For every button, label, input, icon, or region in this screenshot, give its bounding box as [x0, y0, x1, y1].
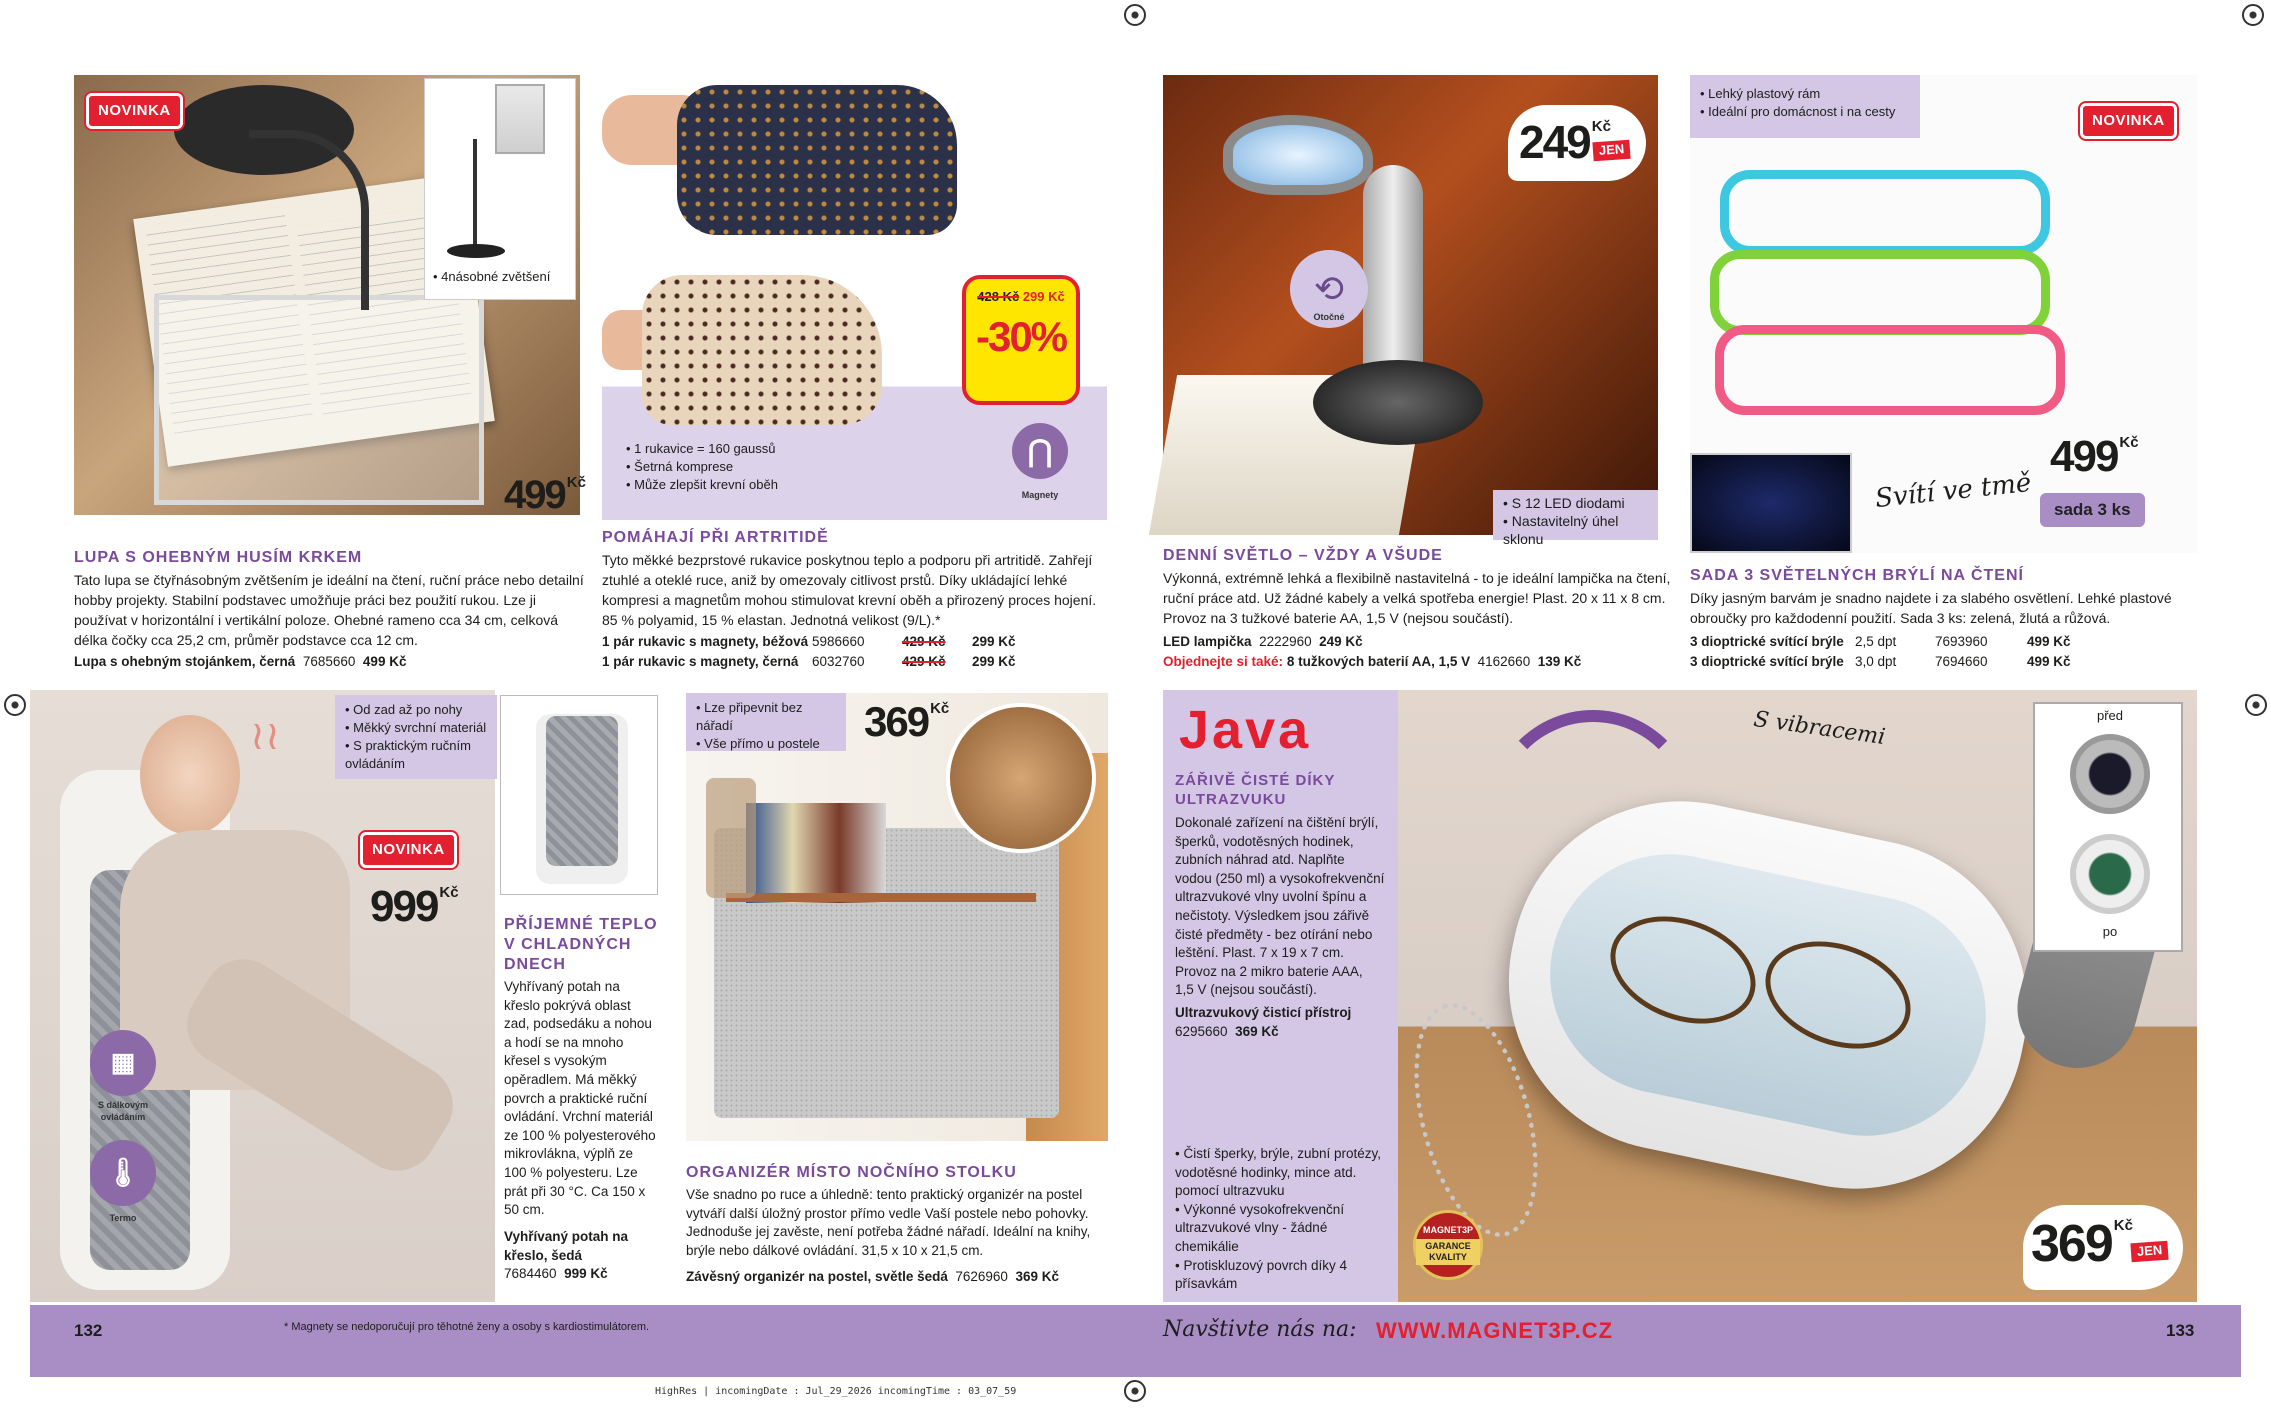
- magnification-bullet: • 4násobné zvětšení: [433, 269, 551, 284]
- new-badge: NOVINKA: [86, 93, 183, 129]
- lamp-bullets: • S 12 LED diodami • Nastavitelný úhel sklonu: [1493, 490, 1658, 540]
- glow-caption: Svítí ve tmě: [1873, 467, 2033, 515]
- registration-mark-bottom: [1124, 1380, 1146, 1402]
- glasses-order-2: 3 dioptrické svítící brýle 3,0 dpt 7694660 499 Kč: [1690, 654, 2071, 669]
- beige-glove-image: [642, 275, 882, 425]
- cleaner-description: Dokonalé zařízení na čištění brýlí, šperků, vodotěsných hodinek, zubních náhrad atd. Naplňte vodou (250 ml) a vysokofrekvenční ultrazvukové vlny uvolní špínu a nečistoty. Výsledkem jsou zářivě čisté předměty - bez otírání nebo leštění. Plast. 7 x 19 x 7 cm. Provoz na 2 mikro baterie AAA, 1,5 V (nejsou součástí).: [1175, 815, 1385, 998]
- magnifier-order: Lupa s ohebným stojánkem, černá 7685660 499 Kč: [74, 654, 407, 669]
- books: [746, 803, 886, 903]
- organizer-title: ORGANIZÉR MÍSTO NOČNÍHO STOLKU: [686, 1164, 1017, 1181]
- new-badge-glasses: NOVINKA: [2080, 103, 2177, 139]
- lamp-base: [1313, 360, 1483, 445]
- cleaner-bullets: • Čistí šperky, brýle, zubní protézy, vodotěsné hodinky, mince atd. pomocí ultrazvuku • Výkonné vysokofrekvenční ultrazvukové vlny - žádné chemikálie • Protiskluzový povrch díky 4 přísavkám: [1175, 1145, 1390, 1294]
- organizer-price: 369 $^{Kč}$: [864, 698, 950, 745]
- organizer-bullets: • Lze připevnit bez nářadí • Vše přímo u postele: [686, 693, 846, 751]
- pink-glasses: [1715, 325, 2065, 415]
- organizer-photo: [686, 693, 1108, 1141]
- ring-before: [2070, 734, 2150, 814]
- black-glove-image: [677, 85, 957, 235]
- gloves-order-1: 1 pár rukavic s magnety, béžová 5986660 429 Kč 299 Kč: [602, 634, 1016, 649]
- magnifier-lens: [154, 295, 484, 505]
- glasses-description: Díky jasným barvám je snadno najdete i za slabého osvětlení. Lehké plastové obroučky pro každodenní použití. Sada 3 ks: zelená, žlutá a růžová.: [1690, 590, 2172, 626]
- ultrasonic-cleaner-photo: Java ZÁŘIVĚ ČISTÉ DÍKY ULTRAZVUKU Dokonalé zařízení na čištění brýlí, šperků, vodotěsných hodinek, zubních náhrad atd. Naplňte vodou (250 ml) a vysokofrekvenční ultrazvukové vlny uvolní špínu a nečistoty. Výsledkem jsou zářivě čisté předměty - bez otírání nebo leštění. Plast. 7 x 19 x 7 cm. Provoz na 2 mikro baterie AAA, 1,5 V (nejsou součástí). Ultrazvukový čisticí přístroj 6295660 369 Kč • Čistí šperky, brýle, zubní protézy, vodotěsné hodinky, mince atd. pomocí ultrazvuku • Výkonné vysokofrekvenční ultrazvukové vlny - žádné chemikálie • Protiskluzový povrch díky 4 přísavkám S vibracemi před po MAGNET3P GARANCE KVALITY 369 $^{Kč}$ JEN: [1163, 690, 2197, 1302]
- heated-chair-photo: ≀≀ • Od zad až po nohy • Měkký svrchní materiál • S praktickým ručním ovládáním NOVINKA 999 $^{Kč}$ ▦ S dálkovým ovládáním 🌡 Termo: [30, 690, 495, 1302]
- chair-description: Vyhřívaný potah na křeslo pokrývá oblast zad, podsedáku a nohou a hodí se na mnoho křesel s vysokým opěradlem. Má měkký povrch a praktické ruční ovládání. Vrchní materiál ze 100 % polyesterového mikrovlákna, výplň ze 100 % polyesteru. Lze prát při 30 °C. Ca 150 x 50 cm.: [504, 979, 656, 1218]
- before-after-inset: před po: [2033, 702, 2183, 952]
- footer-visit-label: Navštivte nás na:: [1163, 1317, 1357, 1342]
- page-number-left: 132: [74, 1321, 103, 1340]
- green-glasses: [1710, 250, 2050, 335]
- rotate-icon: ⟲: [1290, 250, 1368, 328]
- gloves-photo: 428 Kč 299 Kč -30% • 1 rukavice = 160 gaussů • Šetrná komprese • Může zlepšit krevní oběh ⋂ Magnety: [602, 75, 1107, 520]
- ring-after: [2070, 834, 2150, 914]
- glasses-title: SADA 3 SVĚTELNÝCH BRÝLÍ NA ČTENÍ: [1690, 567, 2024, 584]
- vibration-caption: S vibracemi: [1752, 706, 1887, 751]
- chair-price: 999 $^{Kč}$: [370, 882, 459, 931]
- earphones-inset: [946, 703, 1096, 853]
- discount-badge: 428 Kč 299 Kč -30%: [962, 275, 1080, 405]
- lamp-photo: ⟲ Otočné 249 $^{Kč}$ JEN • S 12 LED diodami • Nastavitelný úhel sklonu: [1163, 75, 1658, 535]
- java-logo: Java: [1179, 700, 1312, 760]
- registration-mark-left: [4, 694, 26, 716]
- gloves-description: Tyto měkké bezprstové rukavice poskytnou teplo a podporu při artritidě. Zahřejí ztuhlé a oteklé ruce, aniž by omezovaly citlivost prstů. Díky ukládající lehké kompresi a magnetům mohou stimulovat krevní oběh a přirozený proces hojení. 85 % polyamid, 15 % elastan. Jednotná velikost (9/L).*: [602, 552, 1097, 628]
- lamp-price: 249 $^{Kč}$: [1519, 116, 1611, 168]
- thermometer-icon: 🌡: [90, 1140, 156, 1206]
- chair-bullets: • Od zad až po nohy • Měkký svrchní materiál • S praktickým ručním ovládáním: [335, 695, 497, 779]
- lamp-head: [1223, 115, 1373, 195]
- gooseneck: [249, 130, 369, 310]
- lamp-order: LED lampička 2222960 249 Kč: [1163, 634, 1363, 649]
- organizer-description: Vše snadno po ruce a úhledně: tento praktický organizér na postel vytváří další úložný prostor přímo vedle Vaší postele nebo pohovky. Jednoduše jej zavěste, není potřeba žádné nářadí. Ideální na knihy, brýle nebo dálkové ovládání. 31,5 x 10 x 21,5 cm.: [686, 1187, 1091, 1258]
- chair-inset: [500, 695, 658, 895]
- gloves-bullets: • 1 rukavice = 160 gaussů • Šetrná komprese • Může zlepšit krevní oběh: [626, 440, 778, 494]
- set-badge: sada 3 ks: [2040, 493, 2145, 527]
- quality-seal: MAGNET3P GARANCE KVALITY: [1413, 1210, 1483, 1280]
- magnifier-description: Tato lupa se čtyřnásobným zvětšením je ideální na čtení, ruční práce nebo detailní hobby projekty. Stabilní podstavec umožňuje práci bez použití rukou. Lze ji používat v horizontální i vertikální poloze. Ohebné rameno cca 34 cm, celková délka čočky cca 25,2 cm, průměr podstavce cca 12 cm.: [74, 572, 584, 648]
- organizer-order: Závěsný organizér na postel, světle šedá 7626960 369 Kč: [686, 1269, 1059, 1284]
- chair-order: Vyhřívaný potah na křeslo, šedá 7684460 999 Kč: [504, 1229, 629, 1282]
- glasses-photo: [1690, 75, 2197, 553]
- page-number-right: 133: [2166, 1321, 2195, 1340]
- glasses-bullets: • Lehký plastový rám • Ideální pro domácnost i na cesty: [1700, 85, 1895, 121]
- registration-mark-right: [2245, 694, 2267, 716]
- registration-mark-top-right: [2242, 4, 2264, 26]
- gloves-title: POMÁHAJÍ PŘI ARTRITIDĚ: [602, 529, 829, 546]
- lamp-also-order: Objednejte si také: 8 tužkových baterií AA, 1,5 V 4162660 139 Kč: [1163, 654, 1582, 669]
- lamp-title: DENNÍ SVĚTLO – VŽDY A VŠUDE: [1163, 547, 1443, 564]
- magnet-icon: ⋂: [1012, 423, 1068, 479]
- page-footer: [30, 1305, 2241, 1377]
- glasses-order-1: 3 dioptrické svítící brýle 2,5 dpt 7693960 499 Kč: [1690, 634, 2071, 649]
- print-slug: HighRes | incomingDate : Jul_29_2026 incomingTime : 03_07_59: [655, 1386, 1017, 1397]
- footnote: * Magnety se nedoporučují pro těhotné ženy a osoby s kardiostimulátorem.: [284, 1321, 650, 1333]
- chair-title: PŘÍJEMNÉ TEPLO V CHLADNÝCH DNECH: [504, 916, 658, 973]
- cleaner-price: 369 $^{Kč}$: [2031, 1215, 2133, 1273]
- cleaner-order: Ultrazvukový čisticí přístroj 6295660 369 Kč: [1175, 1005, 1352, 1039]
- glasses-price: 499 $^{Kč}$: [2050, 432, 2139, 481]
- glow-in-dark-inset: [1690, 453, 1852, 553]
- lamp-description: Výkonná, extrémně lehká a flexibilně nastavitelná - to je ideální lampička na čtení, ruční práce atd. Už žádné kabely a velká spotřeba energie! Plast. 20 x 11 x 8 cm. Provoz na 3 tužkové baterie AA, 1,5 V (nejsou součástí).: [1163, 570, 1671, 626]
- bottle: [706, 778, 756, 898]
- cleaner-title: ZÁŘIVĚ ČISTÉ DÍKY ULTRAZVUKU: [1175, 772, 1336, 808]
- new-badge-chair: NOVINKA: [360, 832, 457, 868]
- blue-glasses: [1720, 170, 2050, 255]
- website-link[interactable]: WWW.MAGNET3P.CZ: [1376, 1318, 1614, 1343]
- magnifier-title: LUPA S OHEBNÝM HUSÍM KRKEM: [74, 549, 363, 566]
- woman-head: [140, 715, 240, 835]
- magnifier-price: 499 $^{Kč}$: [504, 473, 586, 517]
- gloves-order-2: 1 pár rukavic s magnety, černá 6032760 429 Kč 299 Kč: [602, 654, 1016, 669]
- registration-mark-top: [1124, 4, 1146, 26]
- remote-control-icon: ▦: [90, 1030, 156, 1096]
- magnifier-inset: [424, 78, 576, 300]
